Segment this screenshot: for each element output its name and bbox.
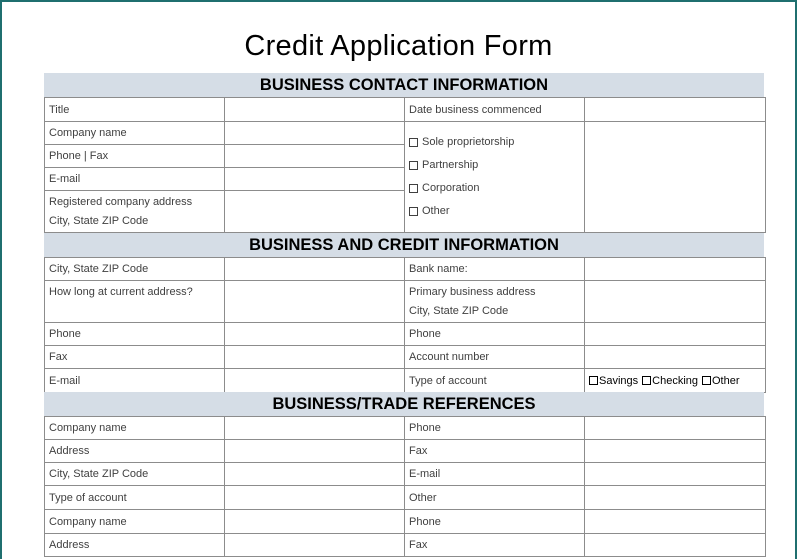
label-bank-name: Bank name: bbox=[405, 258, 585, 281]
label-bank-phone: Phone bbox=[405, 323, 585, 346]
form-title: Credit Application Form bbox=[244, 30, 553, 62]
label-how-long: How long at current address? bbox=[45, 281, 225, 323]
input-credit-email[interactable] bbox=[225, 369, 405, 393]
input-registered-address[interactable] bbox=[225, 191, 405, 233]
option-other[interactable]: Other bbox=[409, 200, 580, 223]
label-ref1-fax: Fax bbox=[405, 440, 585, 463]
input-ref1-company[interactable] bbox=[225, 417, 405, 440]
label-ref2-phone: Phone bbox=[405, 510, 585, 534]
input-ref1-address[interactable] bbox=[225, 440, 405, 463]
input-phone[interactable] bbox=[225, 323, 405, 346]
label-ref1-email: E-mail bbox=[405, 463, 585, 486]
label-date-commenced: Date business commenced bbox=[405, 98, 585, 122]
option-partnership[interactable]: Partnership bbox=[409, 154, 580, 177]
input-ref1-fax[interactable] bbox=[585, 440, 766, 463]
contact-table bbox=[44, 97, 766, 233]
option-checking[interactable]: Checking bbox=[652, 374, 698, 387]
option-account-other[interactable]: Other bbox=[712, 374, 740, 387]
checkbox-savings-icon[interactable] bbox=[589, 376, 598, 385]
input-title[interactable] bbox=[225, 98, 405, 122]
label-company-name: Company name bbox=[45, 122, 225, 145]
business-type-options bbox=[405, 122, 585, 233]
input-account-number[interactable] bbox=[585, 346, 766, 369]
label-ref1-city: City, State ZIP Code bbox=[45, 463, 225, 486]
input-fax[interactable] bbox=[225, 346, 405, 369]
input-primary-address[interactable] bbox=[585, 281, 766, 323]
label-city-state-zip: City, State ZIP Code bbox=[45, 258, 225, 281]
option-savings[interactable]: Savings bbox=[599, 374, 639, 387]
input-bank-name[interactable] bbox=[585, 258, 766, 281]
label-account-number: Account number bbox=[405, 346, 585, 369]
label-primary-address: Primary business address City, State ZIP Code bbox=[405, 281, 585, 323]
input-bank-phone[interactable] bbox=[585, 323, 766, 346]
credit-table bbox=[44, 257, 766, 393]
label-credit-email: E-mail bbox=[45, 369, 225, 393]
label-ref1-phone: Phone bbox=[405, 417, 585, 440]
input-how-long[interactable] bbox=[225, 281, 405, 323]
label-type-of-account: Type of account bbox=[405, 369, 585, 393]
option-sole-proprietorship[interactable]: Sole proprietorship bbox=[409, 131, 580, 154]
input-ref2-address[interactable] bbox=[225, 534, 405, 557]
input-business-type-notes[interactable] bbox=[585, 122, 766, 233]
input-ref2-fax[interactable] bbox=[585, 534, 766, 557]
checkbox-icon[interactable] bbox=[409, 138, 418, 147]
label-title: Title bbox=[45, 98, 225, 122]
label-phone-fax: Phone | Fax bbox=[45, 145, 225, 168]
label-ref1-type: Type of account bbox=[45, 486, 225, 510]
label-ref2-address: Address bbox=[45, 534, 225, 557]
checkbox-icon[interactable] bbox=[409, 207, 418, 216]
option-corporation[interactable]: Corporation bbox=[409, 177, 580, 200]
input-ref1-type[interactable] bbox=[225, 486, 405, 510]
account-type-options bbox=[585, 369, 766, 393]
section-header-contact: BUSINESS CONTACT INFORMATION bbox=[44, 73, 764, 97]
section-header-references: BUSINESS/TRADE REFERENCES bbox=[44, 392, 764, 416]
input-ref2-phone[interactable] bbox=[585, 510, 766, 534]
input-date-commenced[interactable] bbox=[585, 98, 766, 122]
checkbox-icon[interactable] bbox=[409, 161, 418, 170]
label-ref1-company: Company name bbox=[45, 417, 225, 440]
label-phone: Phone bbox=[45, 323, 225, 346]
checkbox-checking-icon[interactable] bbox=[642, 376, 651, 385]
label-ref1-other: Other bbox=[405, 486, 585, 510]
label-fax: Fax bbox=[45, 346, 225, 369]
label-ref1-address: Address bbox=[45, 440, 225, 463]
input-ref1-other[interactable] bbox=[585, 486, 766, 510]
label-email: E-mail bbox=[45, 168, 225, 191]
input-ref1-phone[interactable] bbox=[585, 417, 766, 440]
input-city-state-zip[interactable] bbox=[225, 258, 405, 281]
input-phone-fax[interactable] bbox=[225, 145, 405, 168]
input-ref1-email[interactable] bbox=[585, 463, 766, 486]
label-ref2-fax: Fax bbox=[405, 534, 585, 557]
input-company-name[interactable] bbox=[225, 122, 405, 145]
label-registered-address: Registered company address City, State ZIP Code bbox=[45, 191, 225, 233]
input-ref2-company[interactable] bbox=[225, 510, 405, 534]
input-ref1-city[interactable] bbox=[225, 463, 405, 486]
section-header-credit: BUSINESS AND CREDIT INFORMATION bbox=[44, 233, 764, 257]
checkbox-other-icon[interactable] bbox=[702, 376, 711, 385]
input-email[interactable] bbox=[225, 168, 405, 191]
checkbox-icon[interactable] bbox=[409, 184, 418, 193]
label-ref2-company: Company name bbox=[45, 510, 225, 534]
references-table bbox=[44, 416, 766, 557]
